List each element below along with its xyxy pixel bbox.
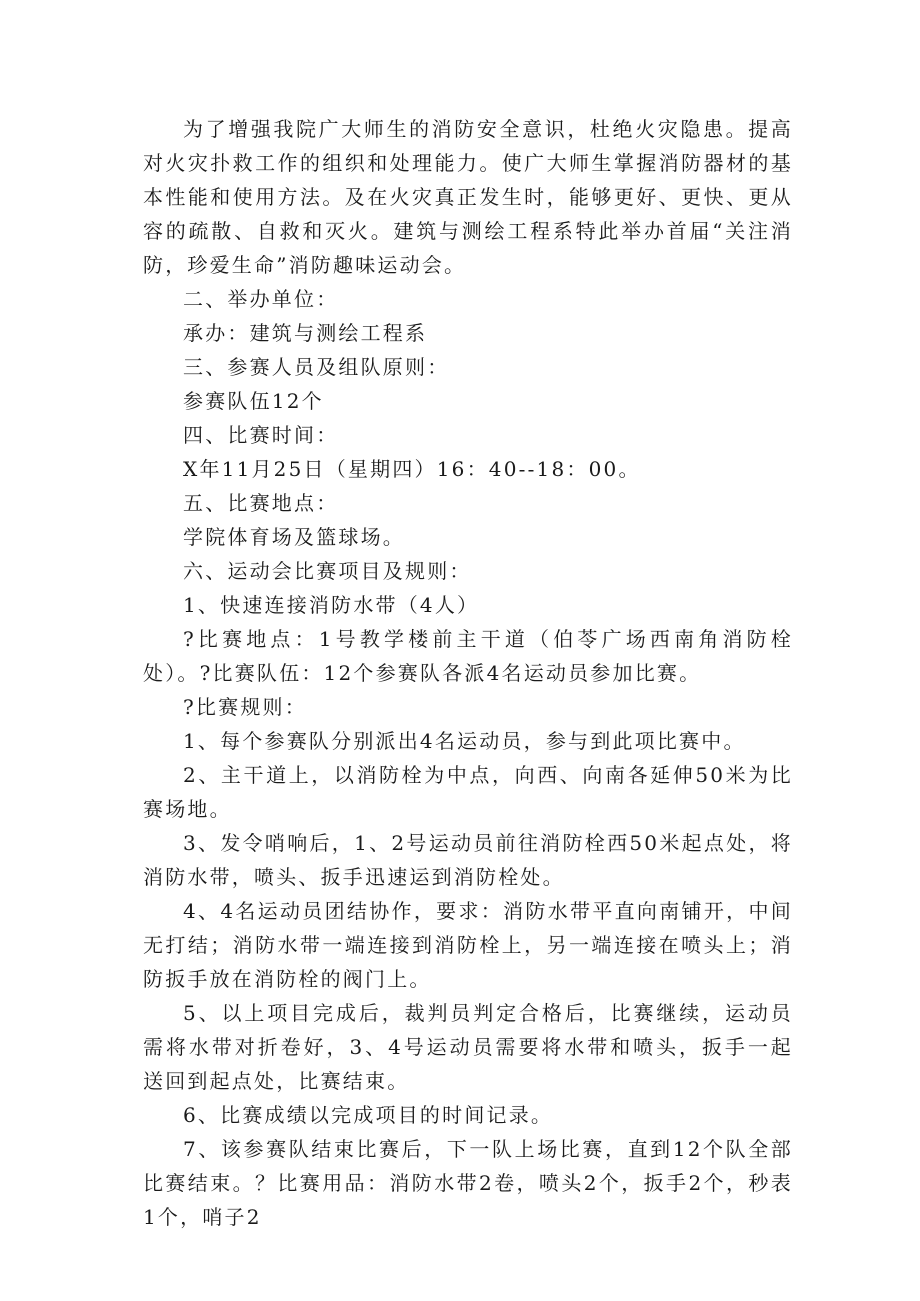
participants-line: 参赛队伍12个 (183, 389, 324, 413)
document-body (143, 112, 793, 1234)
rule-1: 1、每个参赛队分别派出4名运动员，参与到此项比赛中。 (183, 729, 746, 753)
organizer-line: 承办：建筑与测绘工程系 (183, 321, 428, 345)
section-heading-participants: 三、参赛人员及组队原则： (183, 355, 450, 379)
intro-paragraph: 为了增强我院广大师生的消防安全意识，杜绝火灾隐患。提高对火灾扑救工作的组织和处理能力。使广大师生掌握消防器材的基本性能和使用方法。及在火灾真正发生时，能够更好、更快、更从容的疏散、自救和灭火。建筑与测绘工程系特此举办首届“关注消防，珍爱生命”消防趣味运动会。 (143, 117, 793, 277)
rule-4: 4、4名运动员团结协作，要求：消防水带平直向南铺开，中间无打结；消防水带一端连接到消防栓上，另一端连接在喷头上；消防扳手放在消防栓的阀门上。 (143, 899, 793, 991)
location-line: 学院体育场及篮球场。 (183, 525, 405, 549)
rule-5: 5、以上项目完成后，裁判员判定合格后，比赛继续，运动员需将水带对折卷好，3、4号运动员需要将水带和喷头，扳手一起送回到起点处，比赛结束。 (143, 1001, 793, 1093)
rule-7: 7、该参赛队结束比赛后，下一队上场比赛，直到12个队全部比赛结束。？比赛用品：消防水带2卷，喷头2个，扳手2个，秒表1个，哨子2 (143, 1137, 793, 1229)
section-heading-events: 六、运动会比赛项目及规则： (183, 559, 472, 583)
rule-3: 3、发令哨响后，1、2号运动员前往消防栓西50米起点处，将消防水带，喷头、扳手迅速运到消防栓处。 (143, 831, 793, 889)
event-location-teams: ?比赛地点：1号教学楼前主干道（伯苓广场西南角消防栓处）。?比赛队伍：12个参赛队各派4名运动员参加比赛。 (143, 627, 793, 685)
rule-6: 6、比赛成绩以完成项目的时间记录。 (183, 1103, 554, 1127)
event-title: 1、快速连接消防水带（4人） (183, 593, 480, 617)
time-line: X年11月25日（星期四）16：40--18：00。 (183, 457, 641, 481)
rules-heading: ?比赛规则： (183, 695, 307, 719)
section-heading-time: 四、比赛时间： (183, 423, 339, 447)
section-heading-organizer: 二、举办单位： (183, 287, 339, 311)
section-heading-location: 五、比赛地点： (183, 491, 339, 515)
rule-2: 2、主干道上，以消防栓为中点，向西、向南各延伸50米为比赛场地。 (143, 763, 793, 821)
